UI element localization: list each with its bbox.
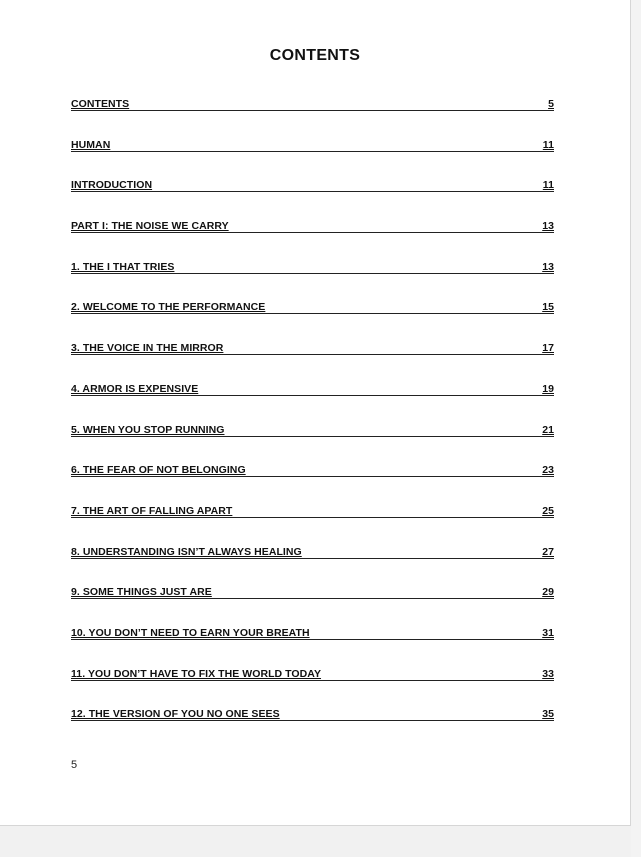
toc-entry[interactable]: [71, 138, 554, 179]
toc-entry-page[interactable]: 13: [542, 220, 554, 233]
toc-entry-label[interactable]: INTRODUCTION: [71, 179, 153, 192]
toc-entry-label[interactable]: 7. THE ART OF FALLING APART: [71, 504, 233, 517]
toc-entry-page[interactable]: 17: [542, 342, 554, 355]
toc-entry[interactable]: [71, 504, 554, 545]
viewer-page-gap: [0, 826, 631, 857]
toc-leader-line: [71, 139, 554, 152]
toc-entry-page[interactable]: 25: [542, 504, 554, 517]
toc-entry[interactable]: [71, 219, 554, 260]
toc-leader-line: [71, 261, 554, 274]
toc-entry-page[interactable]: 33: [542, 667, 554, 680]
toc-leader-line: [71, 424, 554, 437]
toc-entry-label[interactable]: 5. WHEN YOU STOP RUNNING: [71, 423, 225, 436]
toc-entry-label[interactable]: 1. THE I THAT TRIES: [71, 260, 175, 273]
toc-leader-line: [71, 98, 554, 111]
toc-leader-line: [71, 505, 554, 518]
toc-entry-page[interactable]: 27: [542, 545, 554, 558]
toc-entry-page[interactable]: 23: [542, 464, 554, 477]
toc-entry-page[interactable]: 35: [542, 708, 554, 721]
toc-entry[interactable]: [71, 626, 554, 667]
toc-entry[interactable]: [71, 585, 554, 626]
toc-entry[interactable]: [71, 341, 554, 382]
toc-entry-label[interactable]: 11. YOU DON’T HAVE TO FIX THE WORLD TODAY: [71, 667, 322, 680]
toc-entry-label[interactable]: 6. THE FEAR OF NOT BELONGING: [71, 464, 246, 477]
toc-leader-line: [71, 220, 554, 233]
toc-leader-line: [71, 708, 554, 721]
toc-leader-line: [71, 668, 554, 681]
toc-entry[interactable]: [71, 463, 554, 504]
toc-entry-label[interactable]: 8. UNDERSTANDING ISN’T ALWAYS HEALING: [71, 545, 302, 558]
toc-leader-line: [71, 301, 554, 314]
page-title: CONTENTS: [269, 47, 361, 64]
toc-entry[interactable]: [71, 545, 554, 586]
toc-leader-line: [71, 546, 554, 559]
toc-entry[interactable]: [71, 667, 554, 708]
toc-entry-page[interactable]: 15: [542, 301, 554, 314]
toc-entry-page[interactable]: 11: [542, 138, 554, 151]
toc-entry-label[interactable]: 3. THE VOICE IN THE MIRROR: [71, 342, 224, 355]
toc-entry-page[interactable]: 31: [542, 626, 554, 639]
toc-entry-label[interactable]: 2. WELCOME TO THE PERFORMANCE: [71, 301, 266, 314]
toc-entry-page[interactable]: 13: [542, 260, 554, 273]
toc-entry[interactable]: [71, 178, 554, 219]
toc-entry[interactable]: [71, 97, 554, 138]
toc-leader-line: [71, 464, 554, 477]
table-of-contents: [71, 97, 554, 748]
toc-entry[interactable]: [71, 423, 554, 464]
toc-leader-line: [71, 383, 554, 396]
footer-page-number: 5: [71, 759, 78, 771]
toc-entry-page[interactable]: 29: [542, 586, 554, 599]
toc-entry-page[interactable]: 21: [542, 423, 554, 436]
toc-leader-line: [71, 627, 554, 640]
toc-entry[interactable]: [71, 707, 554, 748]
toc-entry-label[interactable]: 10. YOU DON’T NEED TO EARN YOUR BREATH: [71, 626, 310, 639]
toc-entry-label[interactable]: 9. SOME THINGS JUST ARE: [71, 586, 212, 599]
viewer-right-gutter: [631, 0, 641, 857]
toc-entry-label[interactable]: CONTENTS: [71, 98, 130, 110]
toc-entry[interactable]: [71, 300, 554, 341]
toc-leader-line: [71, 179, 554, 192]
toc-entry-page[interactable]: 19: [542, 382, 554, 395]
toc-leader-line: [71, 342, 554, 355]
toc-entry-label[interactable]: 12. THE VERSION OF YOU NO ONE SEES: [71, 708, 280, 721]
toc-entry-page[interactable]: 5: [548, 98, 554, 110]
toc-leader-line: [71, 586, 554, 599]
toc-entry[interactable]: [71, 382, 554, 423]
toc-entry-label[interactable]: PART I: THE NOISE WE CARRY: [71, 220, 229, 233]
toc-entry-label[interactable]: 4. ARMOR IS EXPENSIVE: [71, 382, 199, 395]
toc-entry-label[interactable]: HUMAN: [71, 138, 111, 151]
toc-entry[interactable]: [71, 260, 554, 301]
toc-entry-page[interactable]: 11: [542, 179, 554, 192]
